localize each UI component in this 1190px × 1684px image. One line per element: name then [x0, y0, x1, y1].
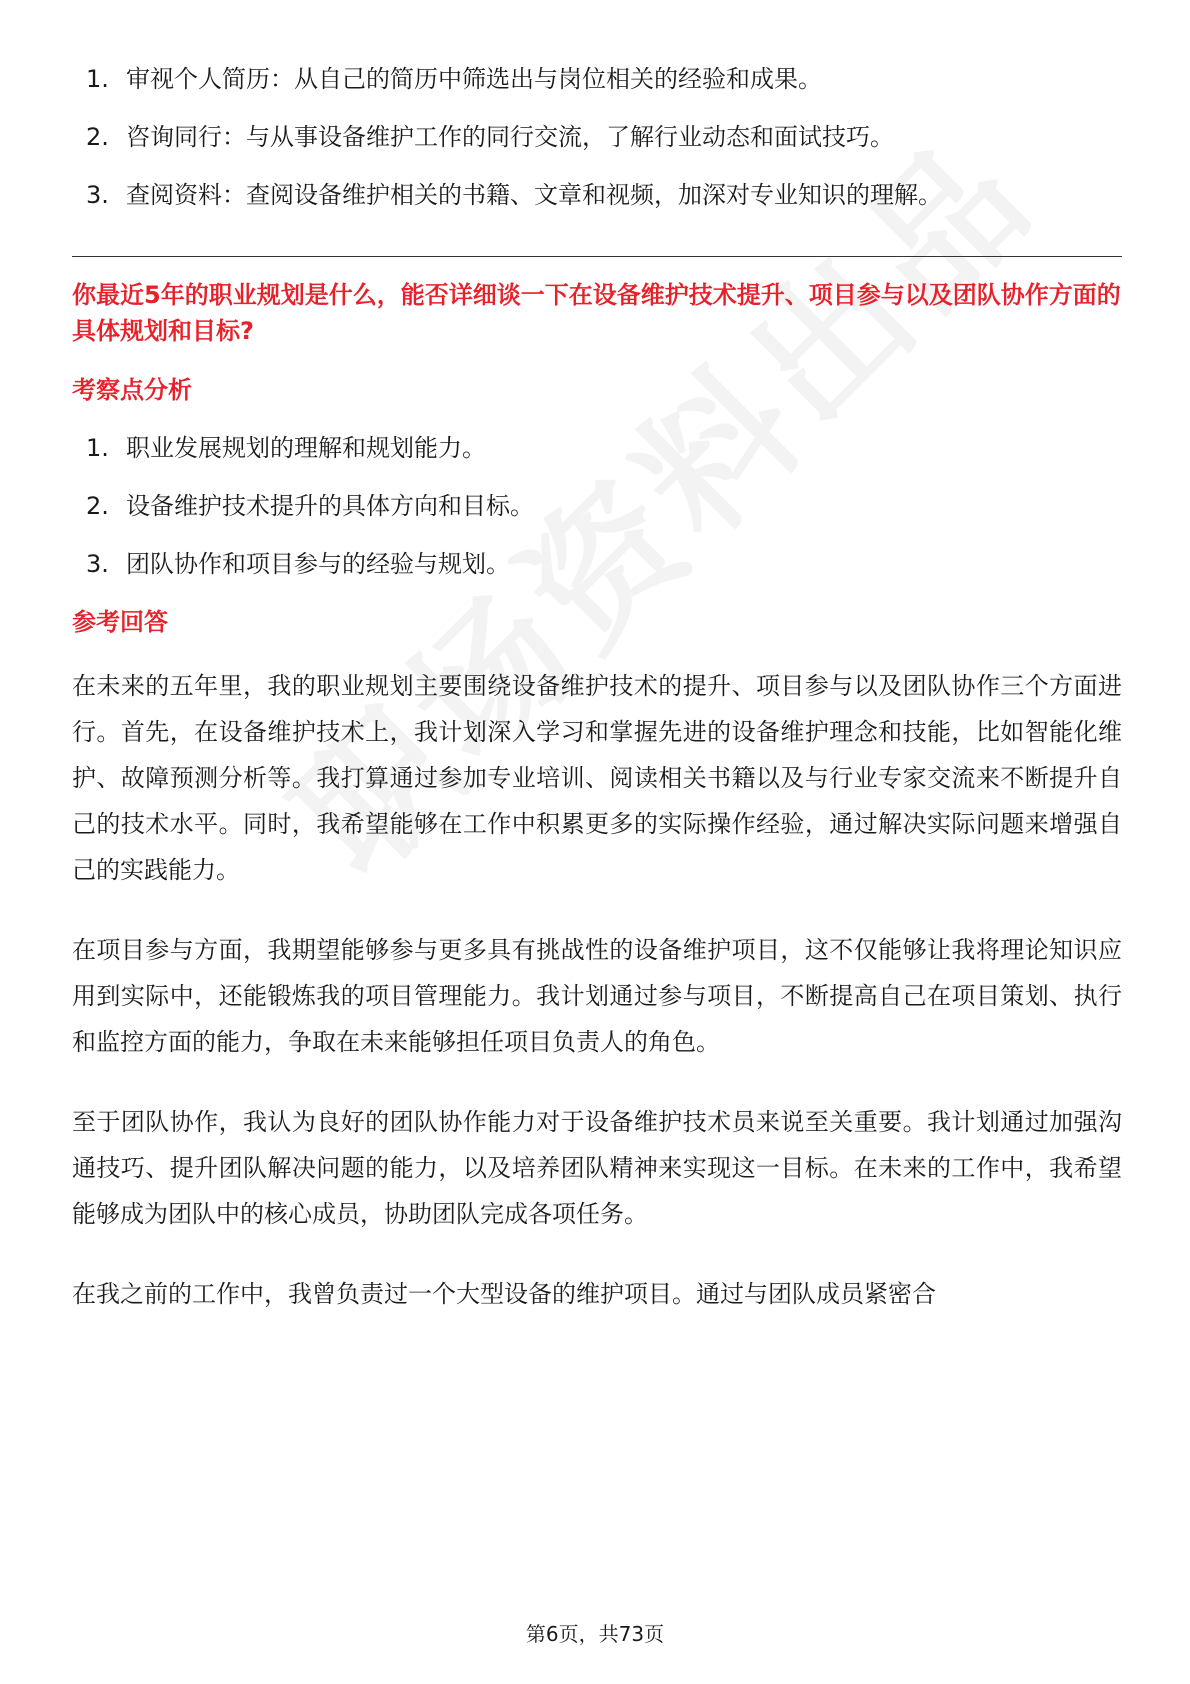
- list-number: 3.: [86, 181, 109, 209]
- list-number: 1.: [86, 434, 109, 462]
- list-text: 职业发展规划的理解和规划能力。: [126, 434, 486, 462]
- list-text: 查阅资料：查阅设备维护相关的书籍、文章和视频，加深对专业知识的理解。: [126, 181, 942, 209]
- list-number: 2.: [86, 492, 109, 520]
- interview-question: 你最近5年的职业规划是什么，能否详细谈一下在设备维护技术提升、项目参与以及团队协作方面的具体规划和目标?: [72, 281, 1121, 345]
- list-number: 3.: [86, 550, 109, 578]
- list-text: 审视个人简历：从自己的简历中筛选出与岗位相关的经验和成果。: [126, 65, 822, 93]
- answer-paragraph: 在项目参与方面，我期望能够参与更多具有挑战性的设备维护项目，这不仅能够让我将理论知识应用到实际中，还能锻炼我的项目管理能力。我计划通过参与项目，不断提高自己在项目策划、执行和监控方面的能力，争取在未来能够担任项目负责人的角色。: [72, 936, 1122, 1056]
- list-item: [72, 431, 1122, 465]
- answer-paragraph: 在我之前的工作中，我曾负责过一个大型设备的维护项目。通过与团队成员紧密合: [72, 1280, 936, 1308]
- answer-paragraph: 在未来的五年里，我的职业规划主要围绕设备维护技术的提升、项目参与以及团队协作三个方面进行。首先，在设备维护技术上，我计划深入学习和掌握先进的设备维护理念和技能，比如智能化维护、故障预测分析等。我打算通过参加专业培训、阅读相关书籍以及与行业专家交流来不断提升自己的技术水平。同时，我希望能够在工作中积累更多的实际操作经验，通过解决实际问题来增强自己的实践能力。: [72, 672, 1122, 884]
- analysis-heading: 考察点分析: [72, 376, 192, 404]
- list-item: [72, 62, 1122, 96]
- list-text: 团队协作和项目参与的经验与规划。: [126, 550, 510, 578]
- answer-paragraph: 至于团队协作，我认为良好的团队协作能力对于设备维护技术员来说至关重要。我计划通过加强沟通技巧、提升团队解决问题的能力，以及培养团队精神来实现这一目标。在未来的工作中，我希望能够成为团队中的核心成员，协助团队完成各项任务。: [72, 1108, 1122, 1228]
- list-item: [72, 547, 1122, 581]
- page-number: 第6页，共73页: [525, 1622, 665, 1646]
- document-body: [72, 62, 1122, 1351]
- answer-heading: 参考回答: [72, 608, 168, 636]
- prep-list: [72, 62, 1122, 212]
- section-divider: [72, 256, 1122, 257]
- analysis-list: [72, 431, 1122, 581]
- list-number: 1.: [86, 65, 109, 93]
- list-item: [72, 178, 1122, 212]
- list-text: 咨询同行：与从事设备维护工作的同行交流，了解行业动态和面试技巧。: [126, 123, 894, 151]
- list-item: [72, 120, 1122, 154]
- list-number: 2.: [86, 123, 109, 151]
- list-item: [72, 489, 1122, 523]
- list-text: 设备维护技术提升的具体方向和目标。: [126, 492, 534, 520]
